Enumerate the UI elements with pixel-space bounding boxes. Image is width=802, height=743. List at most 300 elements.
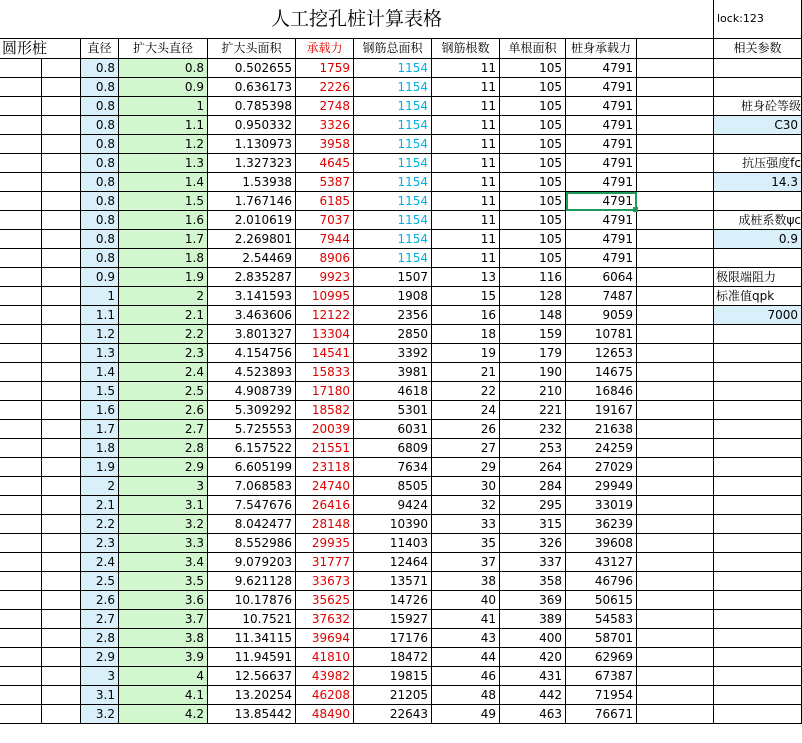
- single-bar-area-cell[interactable]: 420: [500, 648, 566, 667]
- empty-cell[interactable]: [714, 249, 802, 268]
- empty-cell[interactable]: [0, 667, 42, 686]
- rebar-count-cell[interactable]: 11: [432, 230, 500, 249]
- shaft-capacity-cell[interactable]: 4791: [566, 192, 637, 211]
- bulb-area-cell[interactable]: 2.269801: [208, 230, 296, 249]
- rebar-total-area-cell[interactable]: 1154: [354, 192, 432, 211]
- single-bar-area-cell[interactable]: 105: [500, 78, 566, 97]
- empty-cell[interactable]: [0, 78, 42, 97]
- empty-cell[interactable]: [0, 705, 42, 724]
- shaft-capacity-cell[interactable]: 4791: [566, 97, 637, 116]
- rebar-total-area-cell[interactable]: 9424: [354, 496, 432, 515]
- empty-cell[interactable]: [637, 382, 714, 401]
- empty-cell[interactable]: [0, 553, 42, 572]
- empty-cell[interactable]: [42, 534, 81, 553]
- empty-cell[interactable]: [714, 496, 802, 515]
- param-qpk-label-2[interactable]: 标准值qpk: [714, 287, 802, 306]
- bulb-diameter-cell[interactable]: 1.4: [119, 173, 208, 192]
- shaft-capacity-cell[interactable]: 43127: [566, 553, 637, 572]
- rebar-total-area-cell[interactable]: 10390: [354, 515, 432, 534]
- rebar-total-area-cell[interactable]: 11403: [354, 534, 432, 553]
- empty-cell[interactable]: [637, 173, 714, 192]
- shaft-capacity-cell[interactable]: 27029: [566, 458, 637, 477]
- bulb-area-cell[interactable]: 5.309292: [208, 401, 296, 420]
- bearing-capacity-cell[interactable]: 43982: [296, 667, 354, 686]
- empty-cell[interactable]: [42, 363, 81, 382]
- empty-cell[interactable]: [714, 705, 802, 724]
- empty-cell[interactable]: [0, 610, 42, 629]
- bearing-capacity-cell[interactable]: 7944: [296, 230, 354, 249]
- empty-cell[interactable]: [0, 439, 42, 458]
- rebar-total-area-cell[interactable]: 6031: [354, 420, 432, 439]
- empty-cell[interactable]: [0, 496, 42, 515]
- rebar-count-cell[interactable]: 27: [432, 439, 500, 458]
- empty-cell[interactable]: [42, 268, 81, 287]
- bearing-capacity-cell[interactable]: 13304: [296, 325, 354, 344]
- empty-cell[interactable]: [637, 135, 714, 154]
- diameter-cell[interactable]: 1.7: [81, 420, 119, 439]
- rebar-count-cell[interactable]: 24: [432, 401, 500, 420]
- empty-cell[interactable]: [637, 534, 714, 553]
- shaft-capacity-cell[interactable]: 6064: [566, 268, 637, 287]
- bulb-area-cell[interactable]: 13.85442: [208, 705, 296, 724]
- empty-cell[interactable]: [42, 515, 81, 534]
- bulb-diameter-cell[interactable]: 2.9: [119, 458, 208, 477]
- rebar-count-cell[interactable]: 11: [432, 59, 500, 78]
- rebar-total-area-cell[interactable]: 14726: [354, 591, 432, 610]
- empty-cell[interactable]: [714, 192, 802, 211]
- rebar-total-area-cell[interactable]: 1154: [354, 97, 432, 116]
- rebar-total-area-cell[interactable]: 6809: [354, 439, 432, 458]
- bearing-capacity-cell[interactable]: 46208: [296, 686, 354, 705]
- empty-cell[interactable]: [637, 686, 714, 705]
- diameter-cell[interactable]: 0.8: [81, 230, 119, 249]
- shaft-capacity-cell[interactable]: 58701: [566, 629, 637, 648]
- empty-cell[interactable]: [42, 591, 81, 610]
- empty-cell[interactable]: [637, 553, 714, 572]
- shaft-capacity-cell[interactable]: 54583: [566, 610, 637, 629]
- diameter-cell[interactable]: 1.1: [81, 306, 119, 325]
- shaft-capacity-cell[interactable]: 4791: [566, 116, 637, 135]
- bulb-diameter-cell[interactable]: 1.3: [119, 154, 208, 173]
- rebar-total-area-cell[interactable]: 4618: [354, 382, 432, 401]
- empty-cell[interactable]: [714, 572, 802, 591]
- diameter-cell[interactable]: 3.2: [81, 705, 119, 724]
- bulb-diameter-cell[interactable]: 3.4: [119, 553, 208, 572]
- shaft-capacity-cell[interactable]: 76671: [566, 705, 637, 724]
- bulb-area-cell[interactable]: 3.141593: [208, 287, 296, 306]
- empty-cell[interactable]: [714, 629, 802, 648]
- bulb-area-cell[interactable]: 3.801327: [208, 325, 296, 344]
- empty-cell[interactable]: [637, 363, 714, 382]
- single-bar-area-cell[interactable]: 369: [500, 591, 566, 610]
- empty-cell[interactable]: [714, 363, 802, 382]
- rebar-count-cell[interactable]: 22: [432, 382, 500, 401]
- param-grade-value[interactable]: C30: [714, 116, 802, 135]
- bulb-diameter-cell[interactable]: 3.6: [119, 591, 208, 610]
- rebar-count-cell[interactable]: 40: [432, 591, 500, 610]
- empty-cell[interactable]: [42, 553, 81, 572]
- empty-cell[interactable]: [714, 591, 802, 610]
- empty-cell[interactable]: [714, 401, 802, 420]
- shaft-capacity-cell[interactable]: 4791: [566, 154, 637, 173]
- shaft-capacity-cell[interactable]: 50615: [566, 591, 637, 610]
- diameter-cell[interactable]: 1: [81, 287, 119, 306]
- bearing-capacity-cell[interactable]: 3326: [296, 116, 354, 135]
- empty-cell[interactable]: [42, 667, 81, 686]
- empty-cell[interactable]: [42, 287, 81, 306]
- diameter-cell[interactable]: 0.8: [81, 135, 119, 154]
- empty-cell[interactable]: [637, 78, 714, 97]
- diameter-cell[interactable]: 2.9: [81, 648, 119, 667]
- selection-fill-handle[interactable]: [633, 207, 638, 212]
- shaft-capacity-cell[interactable]: 4791: [566, 211, 637, 230]
- rebar-total-area-cell[interactable]: 13571: [354, 572, 432, 591]
- bulb-area-cell[interactable]: 0.636173: [208, 78, 296, 97]
- param-fc-value[interactable]: 14.3: [714, 173, 802, 192]
- diameter-cell[interactable]: 0.8: [81, 116, 119, 135]
- shaft-capacity-cell[interactable]: 21638: [566, 420, 637, 439]
- rebar-total-area-cell[interactable]: 2356: [354, 306, 432, 325]
- empty-cell[interactable]: [714, 78, 802, 97]
- empty-cell[interactable]: [0, 686, 42, 705]
- empty-cell[interactable]: [42, 382, 81, 401]
- rebar-count-cell[interactable]: 11: [432, 135, 500, 154]
- rebar-count-cell[interactable]: 11: [432, 154, 500, 173]
- empty-cell[interactable]: [42, 325, 81, 344]
- shaft-capacity-cell[interactable]: 12653: [566, 344, 637, 363]
- rebar-count-cell[interactable]: 15: [432, 287, 500, 306]
- diameter-cell[interactable]: 1.5: [81, 382, 119, 401]
- bulb-area-cell[interactable]: 0.502655: [208, 59, 296, 78]
- empty-cell[interactable]: [714, 515, 802, 534]
- bulb-area-cell[interactable]: 2.010619: [208, 211, 296, 230]
- empty-cell[interactable]: [42, 686, 81, 705]
- bulb-area-cell[interactable]: 2.54469: [208, 249, 296, 268]
- bearing-capacity-cell[interactable]: 1759: [296, 59, 354, 78]
- bearing-capacity-cell[interactable]: 7037: [296, 211, 354, 230]
- shaft-capacity-cell[interactable]: 46796: [566, 572, 637, 591]
- bearing-capacity-cell[interactable]: 24740: [296, 477, 354, 496]
- bulb-diameter-cell[interactable]: 4.1: [119, 686, 208, 705]
- bearing-capacity-cell[interactable]: 18582: [296, 401, 354, 420]
- bulb-diameter-cell[interactable]: 3.1: [119, 496, 208, 515]
- single-bar-area-cell[interactable]: 148: [500, 306, 566, 325]
- empty-cell[interactable]: [0, 591, 42, 610]
- empty-cell[interactable]: [714, 439, 802, 458]
- empty-cell[interactable]: [714, 610, 802, 629]
- shaft-capacity-cell[interactable]: 4791: [566, 173, 637, 192]
- bulb-diameter-cell[interactable]: 1.8: [119, 249, 208, 268]
- rebar-total-area-cell[interactable]: 1154: [354, 154, 432, 173]
- empty-cell[interactable]: [637, 515, 714, 534]
- diameter-cell[interactable]: 0.8: [81, 154, 119, 173]
- bulb-diameter-cell[interactable]: 2.3: [119, 344, 208, 363]
- bulb-diameter-cell[interactable]: 3.2: [119, 515, 208, 534]
- empty-cell[interactable]: [637, 230, 714, 249]
- bulb-diameter-cell[interactable]: 0.8: [119, 59, 208, 78]
- empty-cell[interactable]: [0, 173, 42, 192]
- single-bar-area-cell[interactable]: 116: [500, 268, 566, 287]
- diameter-cell[interactable]: 0.8: [81, 78, 119, 97]
- single-bar-area-cell[interactable]: 179: [500, 344, 566, 363]
- empty-cell[interactable]: [42, 116, 81, 135]
- empty-cell[interactable]: [714, 59, 802, 78]
- diameter-cell[interactable]: 0.9: [81, 268, 119, 287]
- param-fc-label[interactable]: 抗压强度fc: [714, 154, 802, 173]
- bearing-capacity-cell[interactable]: 15833: [296, 363, 354, 382]
- single-bar-area-cell[interactable]: 190: [500, 363, 566, 382]
- diameter-cell[interactable]: 1.6: [81, 401, 119, 420]
- rebar-total-area-cell[interactable]: 5301: [354, 401, 432, 420]
- bulb-area-cell[interactable]: 12.56637: [208, 667, 296, 686]
- empty-cell[interactable]: [0, 230, 42, 249]
- empty-cell[interactable]: [714, 534, 802, 553]
- empty-cell[interactable]: [42, 306, 81, 325]
- bulb-diameter-cell[interactable]: 1.7: [119, 230, 208, 249]
- diameter-cell[interactable]: 1.9: [81, 458, 119, 477]
- bulb-diameter-cell[interactable]: 1.9: [119, 268, 208, 287]
- empty-cell[interactable]: [42, 401, 81, 420]
- empty-cell[interactable]: [42, 705, 81, 724]
- rebar-count-cell[interactable]: 19: [432, 344, 500, 363]
- bearing-capacity-cell[interactable]: 29935: [296, 534, 354, 553]
- empty-cell[interactable]: [637, 192, 714, 211]
- empty-cell[interactable]: [714, 648, 802, 667]
- empty-cell[interactable]: [637, 648, 714, 667]
- empty-cell[interactable]: [714, 686, 802, 705]
- bulb-diameter-cell[interactable]: 2.8: [119, 439, 208, 458]
- single-bar-area-cell[interactable]: 105: [500, 154, 566, 173]
- bulb-diameter-cell[interactable]: 1.5: [119, 192, 208, 211]
- bearing-capacity-cell[interactable]: 5387: [296, 173, 354, 192]
- bulb-diameter-cell[interactable]: 1.1: [119, 116, 208, 135]
- empty-cell[interactable]: [0, 363, 42, 382]
- bulb-diameter-cell[interactable]: 2: [119, 287, 208, 306]
- empty-cell[interactable]: [42, 211, 81, 230]
- sheet-title[interactable]: 人工挖孔桩计算表格: [0, 0, 714, 39]
- bulb-area-cell[interactable]: 7.068583: [208, 477, 296, 496]
- bulb-area-cell[interactable]: 1.53938: [208, 173, 296, 192]
- single-bar-area-cell[interactable]: 105: [500, 97, 566, 116]
- empty-cell[interactable]: [0, 534, 42, 553]
- param-psi-label[interactable]: 成桩系数ψc: [714, 211, 802, 230]
- bulb-diameter-cell[interactable]: 4.2: [119, 705, 208, 724]
- bulb-diameter-cell[interactable]: 3.3: [119, 534, 208, 553]
- bulb-area-cell[interactable]: 1.130973: [208, 135, 296, 154]
- rebar-total-area-cell[interactable]: 7634: [354, 458, 432, 477]
- empty-cell[interactable]: [0, 629, 42, 648]
- shaft-capacity-cell[interactable]: 62969: [566, 648, 637, 667]
- shaft-capacity-cell[interactable]: 33019: [566, 496, 637, 515]
- rebar-count-cell[interactable]: 26: [432, 420, 500, 439]
- header-rebar-count[interactable]: 钢筋根数: [432, 39, 500, 59]
- bulb-area-cell[interactable]: 11.34115: [208, 629, 296, 648]
- empty-cell[interactable]: [42, 97, 81, 116]
- bulb-area-cell[interactable]: 0.785398: [208, 97, 296, 116]
- empty-cell[interactable]: [0, 192, 42, 211]
- rebar-total-area-cell[interactable]: 19815: [354, 667, 432, 686]
- empty-cell[interactable]: [714, 458, 802, 477]
- empty-cell[interactable]: [0, 477, 42, 496]
- empty-cell[interactable]: [637, 344, 714, 363]
- single-bar-area-cell[interactable]: 105: [500, 249, 566, 268]
- rebar-count-cell[interactable]: 11: [432, 97, 500, 116]
- header-bulb-area[interactable]: 扩大头面积: [208, 39, 296, 59]
- diameter-cell[interactable]: 0.8: [81, 97, 119, 116]
- header-single-bar-area[interactable]: 单根面积: [500, 39, 566, 59]
- empty-cell[interactable]: [42, 572, 81, 591]
- bulb-area-cell[interactable]: 1.767146: [208, 192, 296, 211]
- bearing-capacity-cell[interactable]: 8906: [296, 249, 354, 268]
- bearing-capacity-cell[interactable]: 26416: [296, 496, 354, 515]
- single-bar-area-cell[interactable]: 358: [500, 572, 566, 591]
- single-bar-area-cell[interactable]: 337: [500, 553, 566, 572]
- empty-cell[interactable]: [0, 211, 42, 230]
- empty-cell[interactable]: [42, 477, 81, 496]
- rebar-count-cell[interactable]: 46: [432, 667, 500, 686]
- bearing-capacity-cell[interactable]: 31777: [296, 553, 354, 572]
- empty-cell[interactable]: [637, 629, 714, 648]
- rebar-count-cell[interactable]: 37: [432, 553, 500, 572]
- empty-cell[interactable]: [714, 382, 802, 401]
- bearing-capacity-cell[interactable]: 9923: [296, 268, 354, 287]
- single-bar-area-cell[interactable]: 232: [500, 420, 566, 439]
- empty-cell[interactable]: [637, 306, 714, 325]
- single-bar-area-cell[interactable]: 253: [500, 439, 566, 458]
- param-grade-label[interactable]: 桩身砼等级: [714, 97, 802, 116]
- empty-cell[interactable]: [42, 648, 81, 667]
- empty-cell[interactable]: [42, 496, 81, 515]
- single-bar-area-cell[interactable]: 284: [500, 477, 566, 496]
- header-diameter[interactable]: 直径: [81, 39, 119, 59]
- bulb-area-cell[interactable]: 1.327323: [208, 154, 296, 173]
- bulb-area-cell[interactable]: 4.154756: [208, 344, 296, 363]
- section-label[interactable]: 圆形桩: [0, 39, 81, 59]
- empty-cell[interactable]: [0, 306, 42, 325]
- rebar-count-cell[interactable]: 49: [432, 705, 500, 724]
- rebar-count-cell[interactable]: 41: [432, 610, 500, 629]
- bulb-diameter-cell[interactable]: 2.6: [119, 401, 208, 420]
- empty-cell[interactable]: [0, 97, 42, 116]
- bearing-capacity-cell[interactable]: 3958: [296, 135, 354, 154]
- empty-cell[interactable]: [0, 458, 42, 477]
- diameter-cell[interactable]: 0.8: [81, 59, 119, 78]
- rebar-total-area-cell[interactable]: 1154: [354, 78, 432, 97]
- rebar-total-area-cell[interactable]: 1154: [354, 211, 432, 230]
- shaft-capacity-cell[interactable]: 19167: [566, 401, 637, 420]
- empty-cell[interactable]: [0, 268, 42, 287]
- bulb-area-cell[interactable]: 9.621128: [208, 572, 296, 591]
- rebar-count-cell[interactable]: 32: [432, 496, 500, 515]
- diameter-cell[interactable]: 2.6: [81, 591, 119, 610]
- empty-cell[interactable]: [0, 249, 42, 268]
- diameter-cell[interactable]: 0.8: [81, 192, 119, 211]
- single-bar-area-cell[interactable]: 442: [500, 686, 566, 705]
- empty-cell[interactable]: [0, 344, 42, 363]
- rebar-total-area-cell[interactable]: 21205: [354, 686, 432, 705]
- rebar-count-cell[interactable]: 48: [432, 686, 500, 705]
- shaft-capacity-cell[interactable]: 4791: [566, 230, 637, 249]
- empty-cell[interactable]: [637, 705, 714, 724]
- empty-cell[interactable]: [0, 420, 42, 439]
- bulb-diameter-cell[interactable]: 3: [119, 477, 208, 496]
- empty-cell[interactable]: [42, 78, 81, 97]
- diameter-cell[interactable]: 3.1: [81, 686, 119, 705]
- bearing-capacity-cell[interactable]: 20039: [296, 420, 354, 439]
- empty-cell[interactable]: [637, 325, 714, 344]
- rebar-count-cell[interactable]: 29: [432, 458, 500, 477]
- bulb-area-cell[interactable]: 6.605199: [208, 458, 296, 477]
- bulb-area-cell[interactable]: 0.950332: [208, 116, 296, 135]
- bulb-area-cell[interactable]: 8.042477: [208, 515, 296, 534]
- bearing-capacity-cell[interactable]: 10995: [296, 287, 354, 306]
- empty-cell[interactable]: [637, 116, 714, 135]
- single-bar-area-cell[interactable]: 295: [500, 496, 566, 515]
- empty-cell[interactable]: [637, 477, 714, 496]
- rebar-total-area-cell[interactable]: 1154: [354, 173, 432, 192]
- rebar-total-area-cell[interactable]: 22643: [354, 705, 432, 724]
- diameter-cell[interactable]: 2.5: [81, 572, 119, 591]
- empty-cell[interactable]: [42, 192, 81, 211]
- single-bar-area-cell[interactable]: 159: [500, 325, 566, 344]
- single-bar-area-cell[interactable]: 264: [500, 458, 566, 477]
- rebar-total-area-cell[interactable]: 1154: [354, 249, 432, 268]
- bulb-area-cell[interactable]: 4.908739: [208, 382, 296, 401]
- diameter-cell[interactable]: 1.3: [81, 344, 119, 363]
- diameter-cell[interactable]: 0.8: [81, 249, 119, 268]
- rebar-total-area-cell[interactable]: 2850: [354, 325, 432, 344]
- rebar-count-cell[interactable]: 16: [432, 306, 500, 325]
- empty-cell[interactable]: [42, 458, 81, 477]
- empty-cell[interactable]: [42, 173, 81, 192]
- bearing-capacity-cell[interactable]: 23118: [296, 458, 354, 477]
- rebar-total-area-cell[interactable]: 1154: [354, 59, 432, 78]
- empty-cell[interactable]: [42, 135, 81, 154]
- shaft-capacity-cell[interactable]: 4791: [566, 59, 637, 78]
- header-shaft-capacity[interactable]: 桩身承载力: [566, 39, 637, 59]
- single-bar-area-cell[interactable]: 315: [500, 515, 566, 534]
- bearing-capacity-cell[interactable]: 41810: [296, 648, 354, 667]
- bulb-diameter-cell[interactable]: 3.9: [119, 648, 208, 667]
- empty-cell[interactable]: [42, 439, 81, 458]
- empty-cell[interactable]: [42, 59, 81, 78]
- bulb-diameter-cell[interactable]: 3.8: [119, 629, 208, 648]
- empty-cell[interactable]: [637, 572, 714, 591]
- single-bar-area-cell[interactable]: 105: [500, 173, 566, 192]
- header-bulb-diameter[interactable]: 扩大头直径: [119, 39, 208, 59]
- bearing-capacity-cell[interactable]: 39694: [296, 629, 354, 648]
- rebar-count-cell[interactable]: 11: [432, 78, 500, 97]
- bearing-capacity-cell[interactable]: 28148: [296, 515, 354, 534]
- header-rebar-total-area[interactable]: 钢筋总面积: [354, 39, 432, 59]
- bulb-area-cell[interactable]: 13.20254: [208, 686, 296, 705]
- bulb-area-cell[interactable]: 7.547676: [208, 496, 296, 515]
- rebar-total-area-cell[interactable]: 1507: [354, 268, 432, 287]
- rebar-count-cell[interactable]: 11: [432, 192, 500, 211]
- rebar-count-cell[interactable]: 33: [432, 515, 500, 534]
- header-bearing-capacity[interactable]: 承载力: [296, 39, 354, 59]
- empty-cell[interactable]: [714, 325, 802, 344]
- single-bar-area-cell[interactable]: 389: [500, 610, 566, 629]
- diameter-cell[interactable]: 0.8: [81, 211, 119, 230]
- empty-cell[interactable]: [637, 667, 714, 686]
- rebar-total-area-cell[interactable]: 3392: [354, 344, 432, 363]
- diameter-cell[interactable]: 1.4: [81, 363, 119, 382]
- rebar-count-cell[interactable]: 43: [432, 629, 500, 648]
- shaft-capacity-cell[interactable]: 4791: [566, 249, 637, 268]
- bulb-area-cell[interactable]: 10.7521: [208, 610, 296, 629]
- shaft-capacity-cell[interactable]: 71954: [566, 686, 637, 705]
